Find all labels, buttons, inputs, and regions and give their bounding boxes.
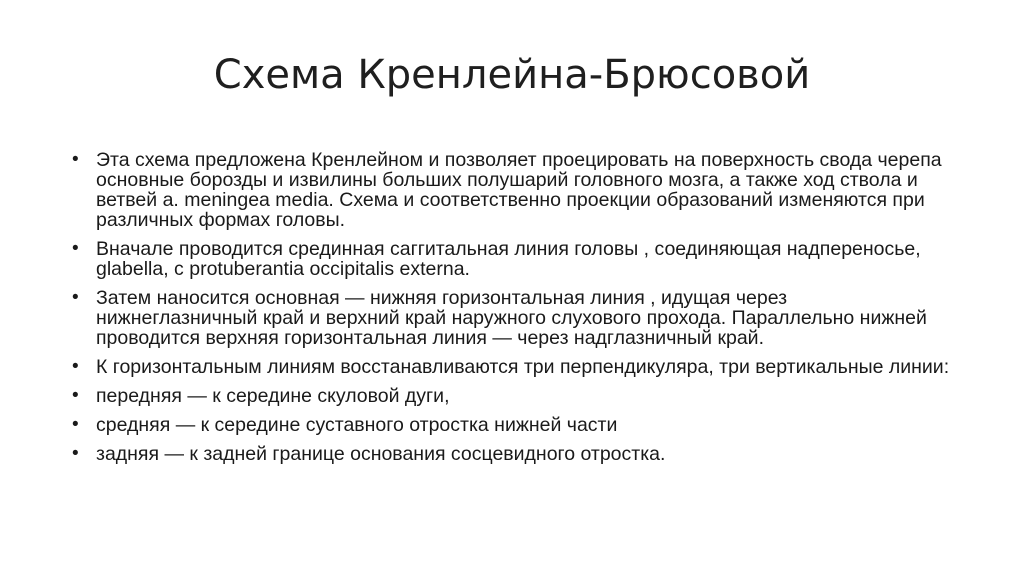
bullet-text: К горизонтальным линиям восстанавливаются три перпендикуляра, три вертикальные линии:	[96, 356, 950, 378]
bullet-item	[70, 357, 950, 377]
bullet-dot-icon: •	[72, 238, 79, 259]
bullet-item	[70, 239, 950, 279]
slide-title: Схема Кренлейна-Брюсовой	[213, 52, 811, 98]
bullet-text: средняя — к середине суставного отростка нижней части	[96, 414, 618, 436]
bullet-dot-icon: •	[72, 443, 79, 464]
bullet-item	[70, 150, 950, 230]
bullet-item	[70, 386, 950, 406]
bullet-dot-icon: •	[72, 414, 79, 435]
bullet-text: задняя — к задней границе основания сосцевидного отростка.	[96, 443, 666, 465]
bullet-item	[70, 288, 950, 348]
bullet-text: передняя — к середине скуловой дуги,	[96, 385, 450, 407]
bullet-text: Эта схема предложена Кренлейном и позволяет проецировать на поверхность свода черепа основные борозды и извилины больших полушарий головного мозга, а также ход ствола и ветвей a. meningea media. Схема и соответственно проекции образований изменяются при различных формах головы.	[96, 149, 942, 231]
bullet-dot-icon: •	[72, 287, 79, 308]
bullet-dot-icon: •	[72, 356, 79, 377]
bullet-item	[70, 415, 950, 435]
bullet-text: Вначале проводится срединная саггитальная линия головы , соединяющая надпереносье, glabella, с protuberantia occipitalis externa.	[96, 238, 921, 280]
bullet-list	[70, 150, 950, 473]
bullet-dot-icon: •	[72, 385, 79, 406]
bullet-item	[70, 444, 950, 464]
bullet-text: Затем наносится основная — нижняя горизонтальная линия , идущая через нижнеглазничный край и верхний край наружного слухового прохода. Параллельно нижней проводится верхняя горизонтальная линия — через надглазничный край.	[96, 287, 927, 349]
bullet-dot-icon: •	[72, 149, 79, 170]
